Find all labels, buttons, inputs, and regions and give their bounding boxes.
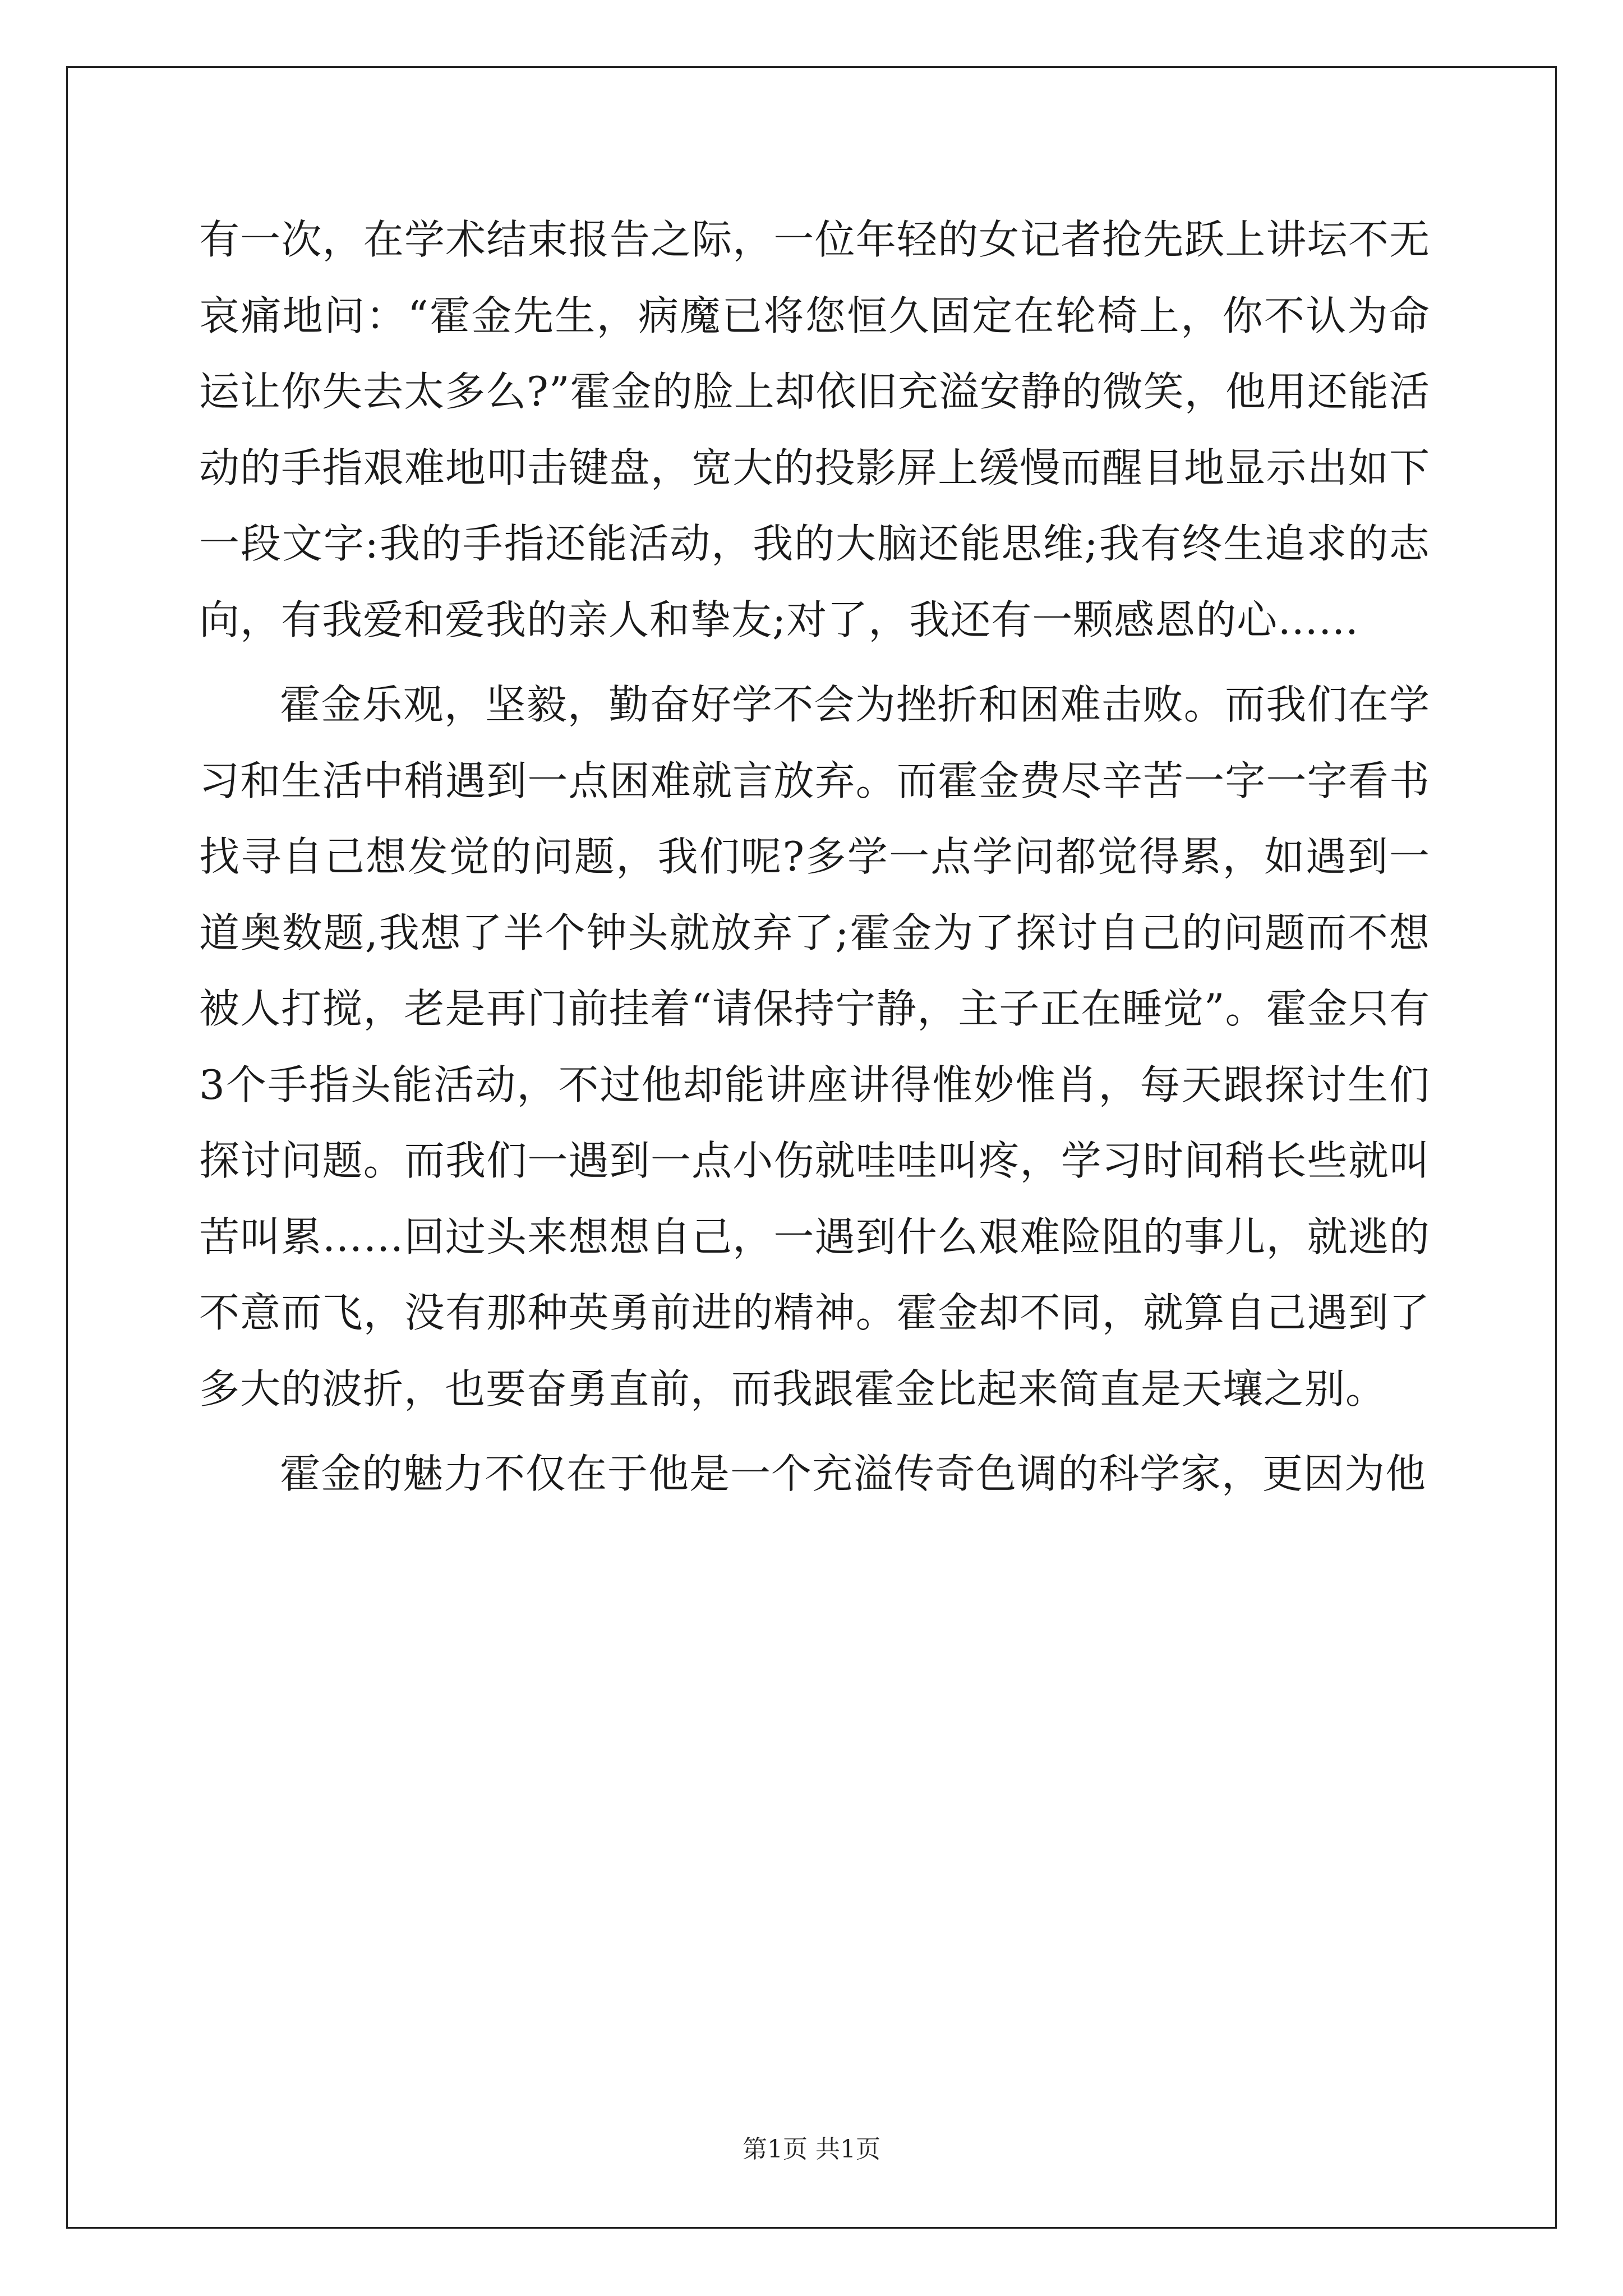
paragraph-3: 霍金的魅力不仅在于他是一个充溢传奇色调的科学家，更因为他: [280, 1450, 1427, 1497]
page-footer: 第1页 共1页: [743, 2135, 880, 2164]
paragraph-1: 有一次，在学术结束报告之际，一位年轻的女记者抢先跃上讲坛不无哀痛地问：“霍金先生，病魔已将您恒久固定在轮椅上，你不认为命运让你失去太多么?”霍金的脸上却依旧充溢安静的微笑，他用还能活动的手指艰难地叩击键盘，宽大的投影屏上缓慢而醒目地显示出如下一段文字:我的手指还能活动，我的大脑还能思维;我有终生追求的志向，有我爱和爱我的亲人和挚友;对了，我还有一颗感恩的心…...: [199, 216, 1430, 643]
document-body: [199, 202, 1430, 1512]
paragraph-2: 霍金乐观，坚毅，勤奋好学不会为挫折和困难击败。而我们在学习和生活中稍遇到一点困难就言放弃。而霍金费尽辛苦一字一字看书找寻自己想发觉的问题，我们呢?多学一点学问都觉得累，如遇到一道奥数题,我想了半个钟头就放弃了;霍金为了探讨自己的问题而不想被人打搅，老是再门前挂着“请保持宁静，主子正在睡觉”。霍金只有3个手指头能活动，不过他却能讲座讲得惟妙惟肖，每天跟探讨生们探讨问题。而我们一遇到一点小伤就哇哇叫疼，学习时间稍长些就叫苦叫累……回过头来想想自己，一遇到什么艰难险阻的事儿，就逃的不意而飞，没有那种英勇前进的精神。霍金却不同，就算自己遇到了多大的波折，也要奋勇直前，而我跟霍金比起来简直是天壤之别。: [199, 681, 1430, 1412]
